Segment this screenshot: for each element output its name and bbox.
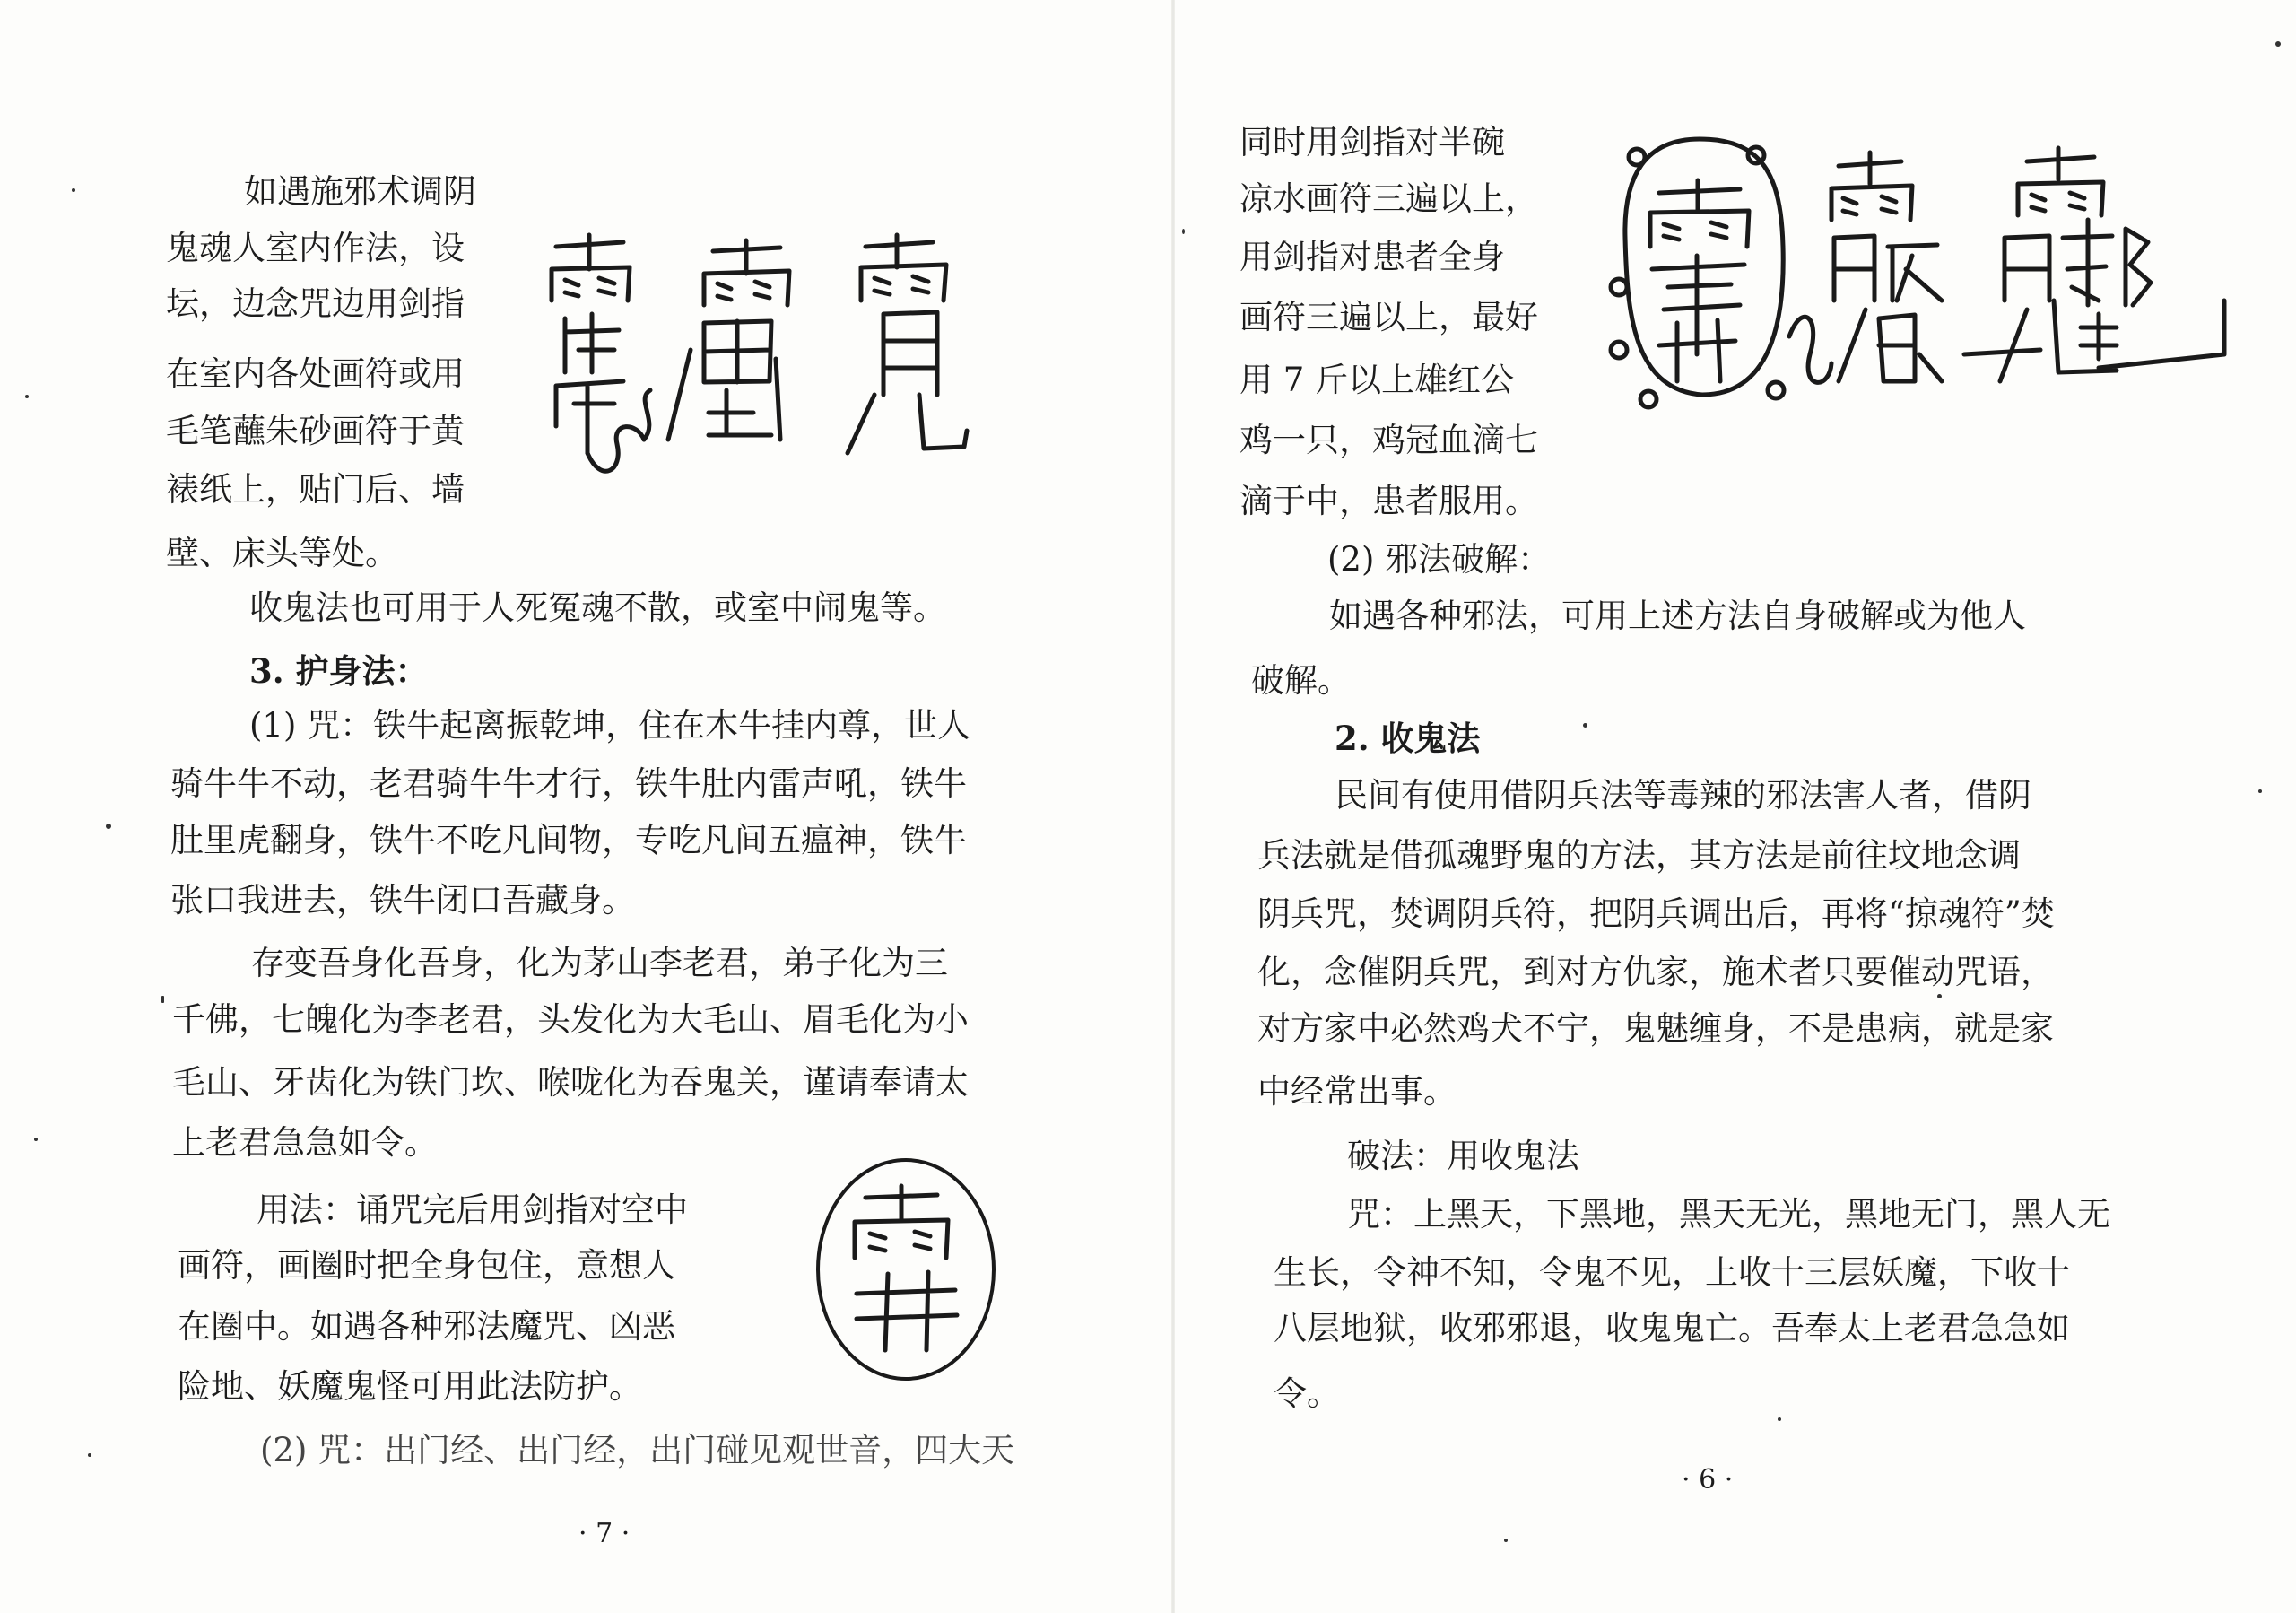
text-line: 画符三遍以上，最好 [1239, 298, 1538, 336]
text-line: 张口我进去，铁牛闭口吾藏身。 [170, 881, 635, 920]
text-line: 用法：诵咒完后用剑指对空中 [257, 1190, 688, 1229]
circle-talisman [803, 1148, 1009, 1391]
text-line: 骑牛牛不动，老君骑牛牛才行，铁牛肚内雷声吼，铁牛 [170, 764, 967, 803]
text-line: 滴于中，患者服用。 [1239, 482, 1538, 520]
page-number: · 6 · [1682, 1464, 1734, 1495]
talisman-figure [1596, 121, 2242, 417]
text-line: 在圈中。如遇各种邪法魔咒、凶恶 [178, 1307, 675, 1346]
text-line: 鬼魂人室内作法，设 [166, 229, 465, 267]
text-line: 如遇各种邪法，可用上述方法自身破解或为他人 [1329, 597, 2026, 635]
text-line: 破解。 [1251, 661, 1351, 700]
text-line: 破法：用收鬼法 [1347, 1137, 1579, 1175]
text-line: 在室内各处画符或用 [166, 354, 465, 393]
text-line: 上老君急急如令。 [172, 1123, 438, 1162]
text-line: 裱纸上，贴门后、墙 [166, 470, 465, 509]
text-line: 壁、床头等处。 [166, 534, 398, 572]
text-line: 民间有使用借阴兵法等毒辣的邪法害人者，借阴 [1335, 776, 2031, 815]
text-line: 阴兵咒，焚调阴兵符，把阴兵调出后，再将“掠魂符”焚 [1257, 894, 2055, 933]
talisman-figure [538, 215, 987, 484]
text-line: 对方家中必然鸡犬不宁，鬼魅缠身，不是患病，就是家 [1257, 1009, 2054, 1048]
page-number: · 7 · [578, 1518, 631, 1549]
section-heading: 2. 收鬼法 [1335, 719, 1481, 758]
text-line: 坛，边念咒边用剑指 [166, 284, 465, 323]
text-line: 同时用剑指对半碗 [1239, 123, 1505, 161]
right-page [1175, 0, 2296, 1613]
text-line: 如遇施邪术调阴 [244, 172, 476, 211]
text-line: 肚里虎翻身，铁牛不吃凡间物，专吃凡间五瘟神，铁牛 [170, 821, 967, 859]
text-line: 凉水画符三遍以上， [1239, 179, 1538, 218]
text-line: (2) 邪法破解： [1327, 540, 1552, 579]
text-line: 中经常出事。 [1257, 1072, 1457, 1111]
text-line: 收鬼法也可用于人死冤魂不散，或室中闹鬼等。 [249, 589, 946, 627]
text-line: 画符，画圈时把全身包住，意想人 [178, 1246, 675, 1285]
text-line: (2) 咒：出门经、出门经，出门碰见观世音，四大天 [260, 1431, 1015, 1469]
section-heading: 3. 护身法： [249, 651, 429, 691]
text-line: 用剑指对患者全身 [1239, 238, 1505, 276]
text-line: 兵法就是借孤魂野鬼的方法，其方法是前往坟地念调 [1257, 836, 2021, 875]
text-line: 险地、妖魔鬼怪可用此法防护。 [178, 1367, 642, 1406]
text-line: 鸡一只，鸡冠血滴七 [1239, 421, 1538, 459]
text-line: 咒：上黑天，下黑地，黑天无光，黑地无门，黑人无 [1347, 1195, 2110, 1234]
text-line: 千佛，七魄化为李老君，头发化为大毛山、眉毛化为小 [172, 1000, 969, 1039]
text-line: 毛笔蘸朱砂画符于黄 [166, 412, 465, 450]
text-line: 毛山、牙齿化为铁门坎、喉咙化为吞鬼关，谨请奉请太 [172, 1063, 969, 1102]
text-line: 生长，令神不知，令鬼不见，上收十三层妖魔，下收十 [1274, 1253, 2070, 1292]
text-line: 令。 [1274, 1374, 1340, 1413]
text-line: (1) 咒：铁牛起离振乾坤，住在木牛挂内尊，世人 [249, 706, 971, 745]
text-line: 存变吾身化吾身，化为茅山李老君，弟子化为三 [251, 944, 948, 982]
text-line: 用 7 斤以上雄红公 [1239, 361, 1515, 399]
text-line: 化，念催阴兵咒，到对方仇家，施术者只要催动咒语， [1257, 953, 2054, 991]
text-line: 八层地狱，收邪邪退，收鬼鬼亡。吾奉太上老君急急如 [1274, 1309, 2070, 1347]
